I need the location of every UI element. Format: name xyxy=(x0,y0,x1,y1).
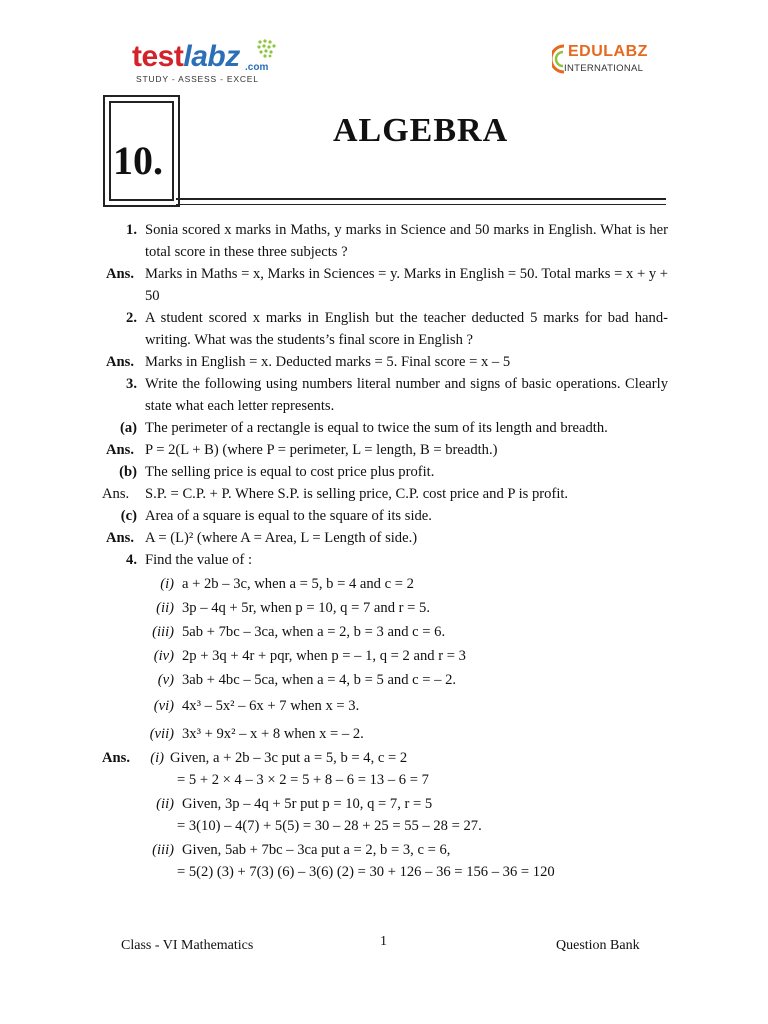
title-rule-thick xyxy=(176,198,666,200)
answer-text: P = 2(L + B) (where P = perimeter, L = length, B = breadth.) xyxy=(145,442,498,458)
q4-item: (vi) 4x³ – 5x² – 6x + 7 when x = 3. xyxy=(153,698,360,714)
answer-3a xyxy=(102,439,668,461)
answer-text: A = (L)² (where A = Area, L = Length of side.) xyxy=(145,530,418,546)
question-2 xyxy=(102,307,668,351)
q4-item: (vii) 3x³ + 9x² – x + 8 when x = – 2. xyxy=(149,726,364,742)
answer-4-calc: = 3(10) – 4(7) + 5(5) = 30 – 28 + 25 = 55 – 28 = 27. xyxy=(177,818,482,834)
question-text: Sonia scored x marks in Maths, y marks in Science and 50 marks in English. What is her total score in these three subjects ? xyxy=(145,222,668,260)
question-3c xyxy=(102,505,668,527)
chapter-number: 10. xyxy=(113,138,163,183)
testlabz-wordmark: testlabz xyxy=(132,40,240,73)
answer-text: Marks in Maths = x, Marks in Sciences = y. Marks in English = 50. Total marks = x + y + 50 xyxy=(145,266,669,304)
answer-3c xyxy=(102,527,668,549)
answer-2 xyxy=(102,351,668,373)
question-3 xyxy=(102,373,668,417)
testlabz-logo xyxy=(132,38,282,88)
q4-item: (iii) 5ab + 7bc – 3ca, when a = 2, b = 3 and c = 6. xyxy=(152,624,446,640)
sub-question-label: (a) xyxy=(119,420,137,436)
answer-label: Ans. xyxy=(106,442,134,458)
question-1 xyxy=(102,219,668,263)
edulabz-logo xyxy=(552,40,662,80)
page-number: 1 xyxy=(380,934,387,949)
question-text: The perimeter of a rectangle is equal to twice the sum of its length and breadth. xyxy=(145,420,608,436)
sub-question-label: (c) xyxy=(120,508,137,524)
testlabz-tagline: STUDY - ASSESS - EXCEL xyxy=(136,74,259,84)
chapter-title: ALGEBRA xyxy=(333,112,509,149)
q4-item: (ii) 3p – 4q + 5r, when p = 10, q = 7 and r = 5. xyxy=(156,600,430,616)
question-3b xyxy=(102,461,668,483)
answer-text: S.P. = C.P. + P. Where S.P. is selling price, C.P. cost price and P is profit. xyxy=(145,486,569,502)
testlabz-dotcom: .com xyxy=(245,62,269,73)
footer-class: Class - VI Mathematics xyxy=(121,938,254,953)
question-number: 1. xyxy=(126,222,137,238)
question-number: 4. xyxy=(126,552,137,568)
answer-label: Ans. xyxy=(106,530,134,546)
answer-4-item: (ii) Given, 3p – 4q + 5r put p = 10, q = 7, r = 5 xyxy=(156,796,433,812)
question-text: Area of a square is equal to the square of its side. xyxy=(145,508,432,524)
answer-4-item: (iii) Given, 5ab + 7bc – 3ca put a = 2, b = 3, c = 6, xyxy=(152,842,451,858)
answer-4-item: Ans. (i) Given, a + 2b – 3c put a = 5, b = 4, c = 2 xyxy=(102,747,668,769)
answer-4-calc: = 5 + 2 × 4 – 3 × 2 = 5 + 8 – 6 = 13 – 6 = 7 xyxy=(177,772,429,788)
question-text: A student scored x marks in English but the teacher deducted 5 marks for bad hand-writing. What was the students’s final score in English ? xyxy=(145,310,668,348)
answer-label: Ans. xyxy=(106,266,134,282)
answer-label: Ans. xyxy=(102,486,130,502)
question-number: 3. xyxy=(126,376,137,392)
q4-item: (iv) 2p + 3q + 4r + pqr, when p = – 1, q = 2 and r = 3 xyxy=(153,648,466,664)
edulabz-wordmark: EDULABZ xyxy=(568,43,648,60)
question-content xyxy=(102,219,668,883)
answer-4-calc: = 5(2) (3) + 7(3) (6) – 3(6) (2) = 30 + 126 – 36 = 156 – 36 = 120 xyxy=(177,864,555,880)
answer-label: Ans. xyxy=(106,354,134,370)
footer-book-title: Question Bank xyxy=(556,938,640,953)
sub-question-label: (b) xyxy=(119,464,137,480)
answer-1 xyxy=(102,263,668,307)
question-4 xyxy=(102,549,668,571)
chapter-number-box xyxy=(103,95,180,207)
q4-item: (v) 3ab + 4bc – 5ca, when a = 4, b = 5 and c = – 2. xyxy=(157,672,457,688)
question-number: 2. xyxy=(126,310,137,326)
question-text: The selling price is equal to cost price plus profit. xyxy=(145,464,435,480)
answer-label: Ans. xyxy=(102,750,130,766)
question-3a xyxy=(102,417,668,439)
question-text: Write the following using numbers literal number and signs of basic operations. Clearly state what each letter represents. xyxy=(145,376,668,414)
globe-icon xyxy=(256,38,278,60)
edulabz-subtitle: INTERNATIONAL xyxy=(564,63,644,74)
title-rule-thin xyxy=(176,204,666,205)
q4-item: (i) a + 2b – 3c, when a = 5, b = 4 and c = 2 xyxy=(160,576,414,592)
answer-text: Marks in English = x. Deducted marks = 5. Final score = x – 5 xyxy=(145,354,511,370)
answer-3b xyxy=(102,483,668,505)
question-text: Find the value of : xyxy=(145,552,253,568)
